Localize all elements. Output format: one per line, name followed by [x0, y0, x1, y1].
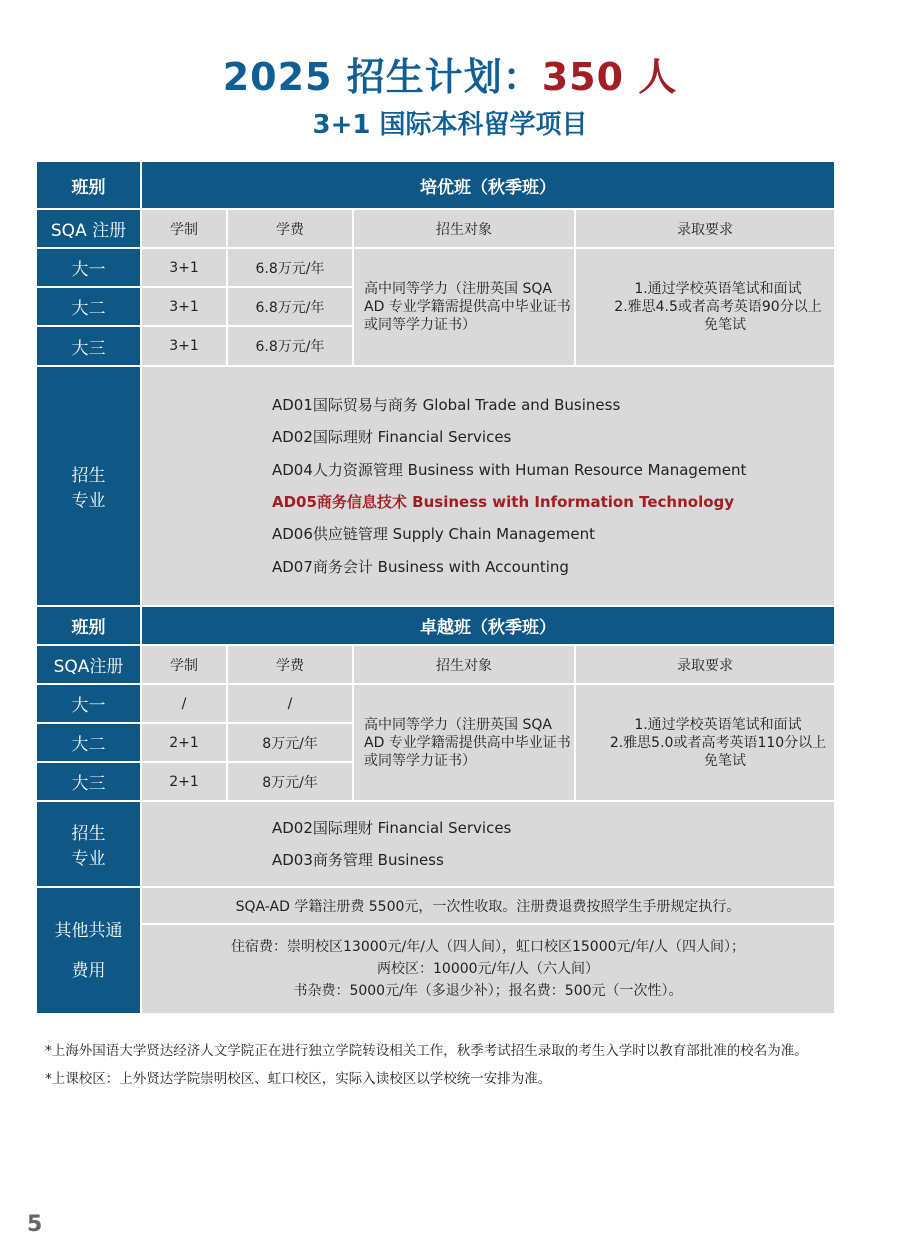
year-label: 大二: [36, 723, 141, 762]
majors-list: [141, 366, 835, 606]
target-cell: 高中同等学力（注册英国 SQA AD 专业学籍需提供高中毕业证书或同等学力证书）: [353, 248, 575, 366]
footnote: *上海外国语大学贤达经济人文学院正在进行独立学院转设相关工作，秋季考试招生录取的考生入学时以教育部批准的校名为准。: [45, 1043, 808, 1059]
major-item-highlighted: AD05商务信息技术 Business with Information Technology: [272, 493, 735, 511]
fees-label-line: 其他共通: [54, 920, 123, 941]
class-label: 班别: [36, 161, 141, 209]
major-item: AD06供应链管理 Supply Chain Management: [272, 525, 595, 544]
requirements-cell: [575, 248, 835, 366]
fee-line: 两校区：10000元/年/人（六人间）: [377, 961, 599, 977]
year-label: 大三: [36, 326, 141, 366]
majors-label: [36, 366, 141, 606]
major-item: AD03商务管理 Business: [272, 851, 444, 869]
requirement-item: 1.通过学校英语笔试和面试: [634, 716, 802, 733]
tuition-cell: /: [227, 684, 353, 723]
page-title: [0, 46, 900, 101]
other-fees: [141, 924, 835, 1014]
footnote: *上课校区：上外贤达学院崇明校区、虹口校区，实际入读校区以学校统一安排为准。: [45, 1071, 552, 1087]
majors-label-line: 招生: [71, 466, 106, 486]
requirement-item: 免笔试: [704, 752, 746, 769]
register-label: SQA 注册: [36, 209, 141, 248]
requirements-cell: [575, 684, 835, 801]
year-label: 大一: [36, 684, 141, 723]
fees-label-line: 费用: [71, 960, 106, 981]
register-label: SQA注册: [36, 645, 141, 684]
majors-label-line: 专业: [71, 849, 106, 869]
duration-cell: 3+1: [141, 287, 227, 326]
column-header-requirements: 录取要求: [575, 209, 835, 248]
duration-cell: 2+1: [141, 723, 227, 762]
column-header-duration: 学制: [141, 645, 227, 684]
duration-cell: 3+1: [141, 248, 227, 287]
column-header-requirements: 录取要求: [575, 645, 835, 684]
requirement-item: 免笔试: [704, 317, 746, 333]
class-name: 卓越班（秋季班）: [141, 606, 835, 645]
duration-cell: 2+1: [141, 762, 227, 801]
column-header-tuition: 学费: [227, 645, 353, 684]
major-item: AD02国际理财 Financial Services: [272, 818, 512, 837]
majors-label-line: 招生: [71, 824, 106, 844]
title-prefix: 2025 招生计划：: [222, 55, 542, 99]
duration-cell: /: [141, 684, 227, 723]
page-subtitle: 3+1 国际本科留学项目: [312, 110, 588, 140]
major-item: AD07商务会计 Business with Accounting: [272, 557, 569, 576]
column-header-target: 招生对象: [353, 209, 575, 248]
class-name: 培优班（秋季班）: [141, 161, 835, 209]
tuition-cell: 6.8万元/年: [227, 248, 353, 287]
year-label: 大一: [36, 248, 141, 287]
tuition-cell: 6.8万元/年: [227, 287, 353, 326]
column-header-tuition: 学费: [227, 209, 353, 248]
duration-cell: 3+1: [141, 326, 227, 366]
registration-fee: SQA-AD 学籍注册费 5500元，一次性收取。注册费退费按照学生手册规定执行。: [141, 887, 835, 924]
year-label: 大三: [36, 762, 141, 801]
fee-line: 书杂费：5000元/年（多退少补）；报名费：500元（一次性）。: [293, 983, 683, 999]
majors-list: [141, 801, 835, 887]
fees-label: [36, 887, 141, 1014]
fee-line: 住宿费：崇明校区13000元/年/人（四人间），虹口校区15000元/年/人（四人间）；: [231, 939, 745, 955]
column-header-duration: 学制: [141, 209, 227, 248]
major-item: AD01国际贸易与商务 Global Trade and Business: [272, 396, 621, 415]
title-number: 350 人: [541, 55, 678, 99]
major-item: AD02国际理财 Financial Services: [272, 428, 512, 447]
column-header-target: 招生对象: [353, 645, 575, 684]
year-label: 大二: [36, 287, 141, 326]
requirement-item: 2.雅思5.0或者高考英语110分以上: [609, 734, 827, 751]
requirement-item: 1.通过学校英语笔试和面试: [634, 281, 802, 297]
class-label: 班别: [36, 606, 141, 645]
majors-label: [36, 801, 141, 887]
requirement-item: 2.雅思4.5或者高考英语90分以上: [614, 299, 822, 315]
majors-label-line: 专业: [71, 491, 106, 511]
footnotes: [45, 1040, 845, 1096]
target-cell: 高中同等学力（注册英国 SQA AD 专业学籍需提供高中毕业证书或同等学力证书）: [353, 684, 575, 801]
enrollment-table: [35, 160, 836, 1015]
tuition-cell: 8万元/年: [227, 723, 353, 762]
tuition-cell: 6.8万元/年: [227, 326, 353, 366]
major-item: AD04人力资源管理 Business with Human Resource Management: [272, 460, 747, 479]
tuition-cell: 8万元/年: [227, 762, 353, 801]
page-number: 5: [27, 1212, 43, 1237]
